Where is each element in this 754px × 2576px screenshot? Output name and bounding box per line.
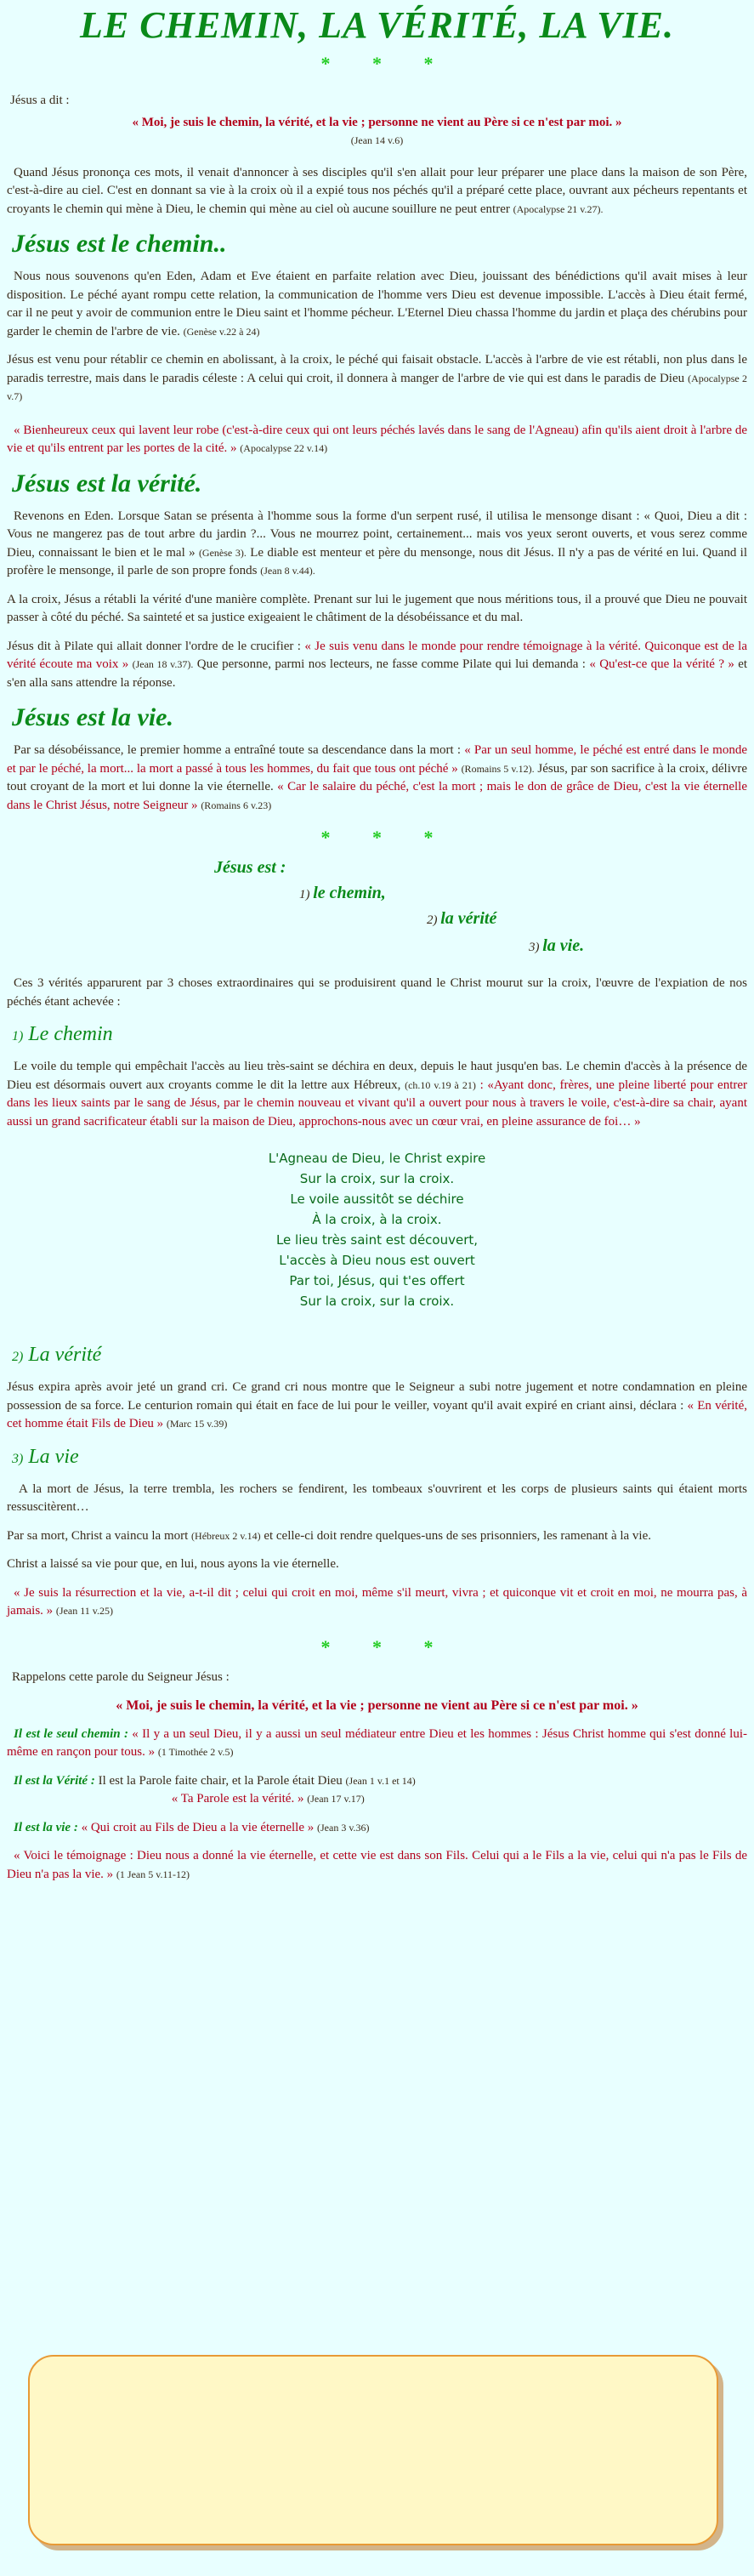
s1-p1	[7, 1058, 747, 1131]
poem-line: L'Agneau de Dieu, le Christ expire	[268, 1151, 486, 1166]
closing-c2-ref1: (Jean 1 v.1 et 14)	[345, 1774, 416, 1787]
s3-p2b: et celle-ci doit rendre quelques-uns de ses prisonniers, les ramenant à la vie.	[264, 1528, 651, 1543]
summary-label-1: le chemin,	[313, 884, 386, 902]
verite-p3-ref: (Jean 18 v.37).	[132, 658, 194, 670]
closing-c3	[7, 1819, 747, 1838]
verite-p3	[7, 638, 747, 693]
vie-p1	[7, 742, 747, 815]
s1-heading: Le chemin	[28, 1023, 113, 1045]
heading-s2	[12, 1342, 747, 1370]
vie-p1-quote1: « Par un seul homme, le péché est entré dans le monde et par le péché, la mort... la mort a passé à tous les hommes, du fait que tous ont péché »	[7, 743, 747, 776]
heading-chemin: Jésus est le chemin..	[12, 230, 227, 258]
closing-c1-ref: (1 Timothée 2 v.5)	[157, 1746, 234, 1758]
heading-s3	[12, 1444, 747, 1472]
chemin-p1-ref: (Genèse v.22 à 24)	[183, 325, 260, 338]
chemin-p2	[7, 351, 747, 407]
intro-text: Quand Jésus prononça ces mots, il venait d'annoncer à ses disciples qu'il s'en allait pour leur préparer une place dans la maison de son Père, c'est-à-dire au ciel. C'est en donnant sa vie à la croix où il a expié tous nos péchés qu'il a préparé cette place, ouvrant aux pécheurs repentants et croyants le chemin qui mène à Dieu, le chemin qui mène au ciel où aucune souillure ne peut entrer	[7, 165, 747, 216]
s2-p1-ref: (Marc 15 v.39)	[166, 1418, 228, 1430]
summary-label-2: la vérité	[440, 909, 497, 928]
closing-c2-label: Il est la Vérité :	[14, 1773, 95, 1788]
summary-num-2: 2)	[427, 913, 438, 927]
verite-p3c: et s'en alla sans attendre la réponse.	[7, 657, 748, 690]
closing-lead: Rappelons cette parole du Seigneur Jésus :	[12, 1669, 230, 1684]
closing-c2-ref2: (Jean 17 v.17)	[307, 1793, 365, 1805]
closing-c4-ref: (1 Jean 5 v.11-12)	[116, 1868, 190, 1880]
verite-p3-quote2: « Qu'est-ce que la vérité ? »	[589, 657, 734, 671]
chemin-p3-ref: (Apocalypse 22 v.14)	[240, 442, 328, 454]
s3-heading: La vie	[28, 1445, 79, 1468]
verite-p3a: Jésus dit à Pilate qui allait donner l'ordre de le crucifier :	[7, 639, 301, 653]
intro-paragraph	[7, 164, 747, 219]
vie-p1-ref1: (Romains 5 v.12).	[461, 762, 535, 775]
stars-divider: * * *	[320, 53, 434, 74]
heading-s1	[12, 1021, 747, 1049]
intro-quote: « Moi, je suis le chemin, la vérité, et la vie ; personne ne vient au Père si ce n'est par moi. »	[132, 115, 622, 129]
closing-quote: « Moi, je suis le chemin, la vérité, et la vie ; personne ne vient au Père si ce n'est par moi. »	[116, 1698, 638, 1713]
bottom-empty-box	[28, 2355, 718, 2545]
s1-num: 1)	[12, 1029, 24, 1043]
s2-num: 2)	[12, 1350, 24, 1364]
s3-p2a: Par sa mort, Christ a vaincu la mort	[7, 1528, 189, 1543]
chemin-p3	[7, 422, 747, 458]
summary-label-3: la vie.	[542, 936, 585, 955]
intro-ref: (Apocalypse 21 v.27).	[513, 202, 604, 215]
summary-num-3: 3)	[529, 941, 540, 954]
s2-p1a: Jésus expira après avoir jeté un grand cri. Ce grand cri nous montre que le Seigneur a subi notre jugement et notre condamnation en pleine possession de sa force. Le centurion romain qui était en face de lui pour le veiller, voyant qu'il avait expiré en criant ainsi, déclara :	[7, 1380, 747, 1413]
closing-c2-text: Il est la Parole faite chair, et la Parole était Dieu	[98, 1773, 343, 1788]
s1-p1-quote: : «Ayant donc, frères, une pleine liberté pour entrer dans les lieux saints par le sang de Jésus, par le chemin nouveau et vivant qu'il a ouvert pour nous à travers le voile, c'est-à-dire sa chair, ayant aussi un grand sacrificateur établi sur la maison de Dieu, approchons-nous avec un cœur vrai, en pleine assurance de foi… »	[7, 1078, 748, 1129]
intro-section	[7, 92, 747, 151]
stars-divider-3: * * *	[320, 1635, 434, 1658]
page-title: LE CHEMIN, LA VÉRITÉ, LA VIE.	[80, 4, 674, 46]
poem-line: L'accès à Dieu nous est ouvert	[279, 1253, 475, 1268]
heading-verite: Jésus est la vérité.	[12, 469, 202, 498]
s1-p1-ref: (ch.10 v.19 à 21)	[405, 1078, 476, 1091]
vie-p1b: Jésus, par son sacrifice à la croix, délivre tout croyant de la mort et lui donne la vie éternelle.	[7, 761, 748, 793]
stars-divider-2: * * *	[320, 827, 434, 848]
summary-lead: Jésus est :	[214, 858, 286, 877]
closing-c3-ref: (Jean 3 v.36)	[317, 1821, 370, 1834]
poem-line: Le voile aussitôt se déchire	[290, 1191, 464, 1207]
s2-heading: La vérité	[28, 1344, 102, 1366]
s3-p4-quote: « Je suis la résurrection et la vie, a-t-il dit ; celui qui croit en moi, même s'il meurt, vivra ; et quiconque vit et croit en moi, ne mourra pas, à jamais. »	[7, 1585, 747, 1618]
s3-p4-ref: (Jean 11 v.25)	[55, 1605, 113, 1617]
summary-after: Ces 3 vérités apparurent par 3 choses extraordinaires qui se produisirent quand le Christ mourut sur la croix, l'œuvre de l'expiation de nos péchés étant achevée :	[7, 976, 747, 1009]
s1-p1a: Le voile du temple qui empêchait l'accès au lieu très-saint se déchira en deux, depuis le haut jusqu'en bas. Le chemin d'accès à la présence de Dieu est désormais ouvert aux croyants comme le dit la lettre aux Hébreux,	[7, 1060, 747, 1092]
s3-p1: A la mort de Jésus, la terre trembla, les rochers se fendirent, les tombeaux s'ouvrirent et les corps de plusieurs saints qui étaient morts ressuscitèrent…	[7, 1481, 747, 1514]
chemin-p2-ref: (Apocalypse 2 v.7)	[7, 372, 747, 402]
heading-vie: Jésus est la vie.	[12, 703, 173, 731]
closing-c2-quote: « Ta Parole est la vérité. »	[171, 1792, 304, 1805]
summary-item-1	[299, 881, 386, 907]
s3-p2-ref: (Hébreux 2 v.14)	[191, 1529, 261, 1542]
intro-quote-ref: (Jean 14 v.6)	[350, 134, 404, 146]
s3-num: 3)	[12, 1451, 24, 1466]
poem	[7, 1148, 747, 1311]
s2-p1-quote: « En vérité, cet homme était Fils de Dieu »	[7, 1398, 748, 1430]
vie-p1-ref2: (Romains 6 v.23)	[201, 799, 272, 811]
closing-c4	[7, 1847, 747, 1884]
vie-p1a: Par sa désobéissance, le premier homme a entraîné toute sa descendance dans la mort :	[14, 743, 462, 757]
summary-item-2	[427, 907, 496, 932]
chemin-p1	[7, 268, 747, 341]
closing-c3-label: Il est la vie :	[14, 1820, 78, 1834]
verite-p1a: Revenons en Eden. Lorsque Satan se présenta à l'homme sous la forme d'un serpent rusé, il utilisa le mensonge disant : « Quoi, Dieu a dit : Vous ne mangerez pas de tout arbre du jardin ?... Vous ne mourrez point, certainement... mais vos yeux seront ouverts, et vous serez comme Dieu, connaissant le bien et le mal »	[7, 509, 747, 560]
verite-p3-quote1: « Je suis venu dans le monde pour rendre témoignage à la vérité. Quiconque est de la vérité écoute ma voix »	[7, 639, 747, 671]
closing-c2	[7, 1772, 747, 1809]
closing-c1-quote: « Il y a un seul Dieu, il y a aussi un seul médiateur entre Dieu et les hommes : Jésus Christ homme qui s'est donné lui-même en rançon pour tous. »	[7, 1726, 748, 1759]
closing-c4-quote: « Voici le témoignage : Dieu nous a donné la vie éternelle, et cette vie est dans son Fils. Celui qui a le Fils a la vie, celui qui n'a pas le Fils de Dieu n'a pas la vie. »	[7, 1849, 747, 1881]
s3-p4	[7, 1584, 747, 1621]
closing-c1	[7, 1726, 747, 1762]
verite-p2: A la croix, Jésus a rétabli la vérité d'une manière complète. Prenant sur lui le jugement que nous méritions tous, il a prouvé que Dieu ne pouvait passer à côté du péché. Sa sainteté et sa justice exigeaient le châtiment de la désobéissance et du mal.	[7, 592, 747, 624]
closing-c3-quote: « Qui croit au Fils de Dieu a la vie éternelle »	[81, 1820, 315, 1834]
bottom-frame	[28, 2355, 723, 2552]
verite-p1-ref1: (Genèse 3).	[198, 546, 247, 559]
verite-p3b: Que personne, parmi nos lecteurs, ne fasse comme Pilate qui lui demanda :	[196, 657, 586, 671]
poem-line: Le lieu très saint est découvert,	[275, 1232, 479, 1248]
chemin-p1-text: Nous nous souvenons qu'en Eden, Adam et Eve étaient en parfaite relation avec Dieu, jouissant des bénédictions qu'il avait mises à leur disposition. Le péché ayant rompu cette relation, la communication de l'homme vers Dieu est devenue impossible. L'accès à Dieu était fermé, car il ne peut y avoir de communion entre le Dieu saint et l'homme pécheur. L'Eternel Dieu chassa l'homme du jardin et plaça des chérubins pour garder le chemin de l'arbre de vie.	[7, 270, 747, 338]
chemin-p3-quote: « Bienheureux ceux qui lavent leur robe (c'est-à-dire ceux qui ont leurs péchés lavés dans le sang de l'Agneau) afin qu'ils aient droit à l'arbre de vie et qu'ils entrent par les portes de la cité. »	[7, 423, 747, 455]
s3-p2	[7, 1527, 747, 1546]
poem-line: À la croix, à la croix.	[312, 1212, 442, 1227]
verite-p1-ref2: (Jean 8 v.44).	[260, 565, 315, 577]
summary-num-1: 1)	[299, 888, 310, 901]
summary-list	[7, 856, 747, 968]
s2-p1	[7, 1379, 747, 1434]
poem-line: Sur la croix, sur la croix.	[299, 1171, 455, 1186]
vie-p1-quote2: « Car le salaire du péché, c'est la mort ; mais le don de grâce de Dieu, c'est la vie éternelle dans le Christ Jésus, notre Seigneur »	[7, 780, 748, 812]
poem-line: Sur la croix, sur la croix.	[299, 1294, 455, 1309]
verite-p1b: Le diable est menteur et père du mensonge, nous dit Jésus. Il n'y a pas de vérité en lui. Quand il profère le mensonge, il parle de son propre fonds	[7, 545, 748, 577]
poem-line: Par toi, Jésus, qui t'es offert	[289, 1273, 465, 1288]
intro-quote-block	[7, 114, 747, 151]
verite-p1	[7, 508, 747, 581]
intro-lead: Jésus a dit :	[10, 94, 70, 107]
s3-p3: Christ a laissé sa vie pour que, en lui, nous ayons la vie éternelle.	[7, 1557, 339, 1571]
closing-c1-label: Il est le seul chemin :	[14, 1726, 128, 1741]
chemin-p2-text: Jésus est venu pour rétablir ce chemin en abolissant, à la croix, le péché qui faisait obstacle. L'accès à l'arbre de vie est rétabli, non plus dans le paradis terrestre, mais dans le paradis céleste : A celui qui croit, il donnera à manger de l'arbre de vie qui est dans le paradis de Dieu	[7, 353, 747, 385]
summary-item-3	[529, 934, 584, 959]
